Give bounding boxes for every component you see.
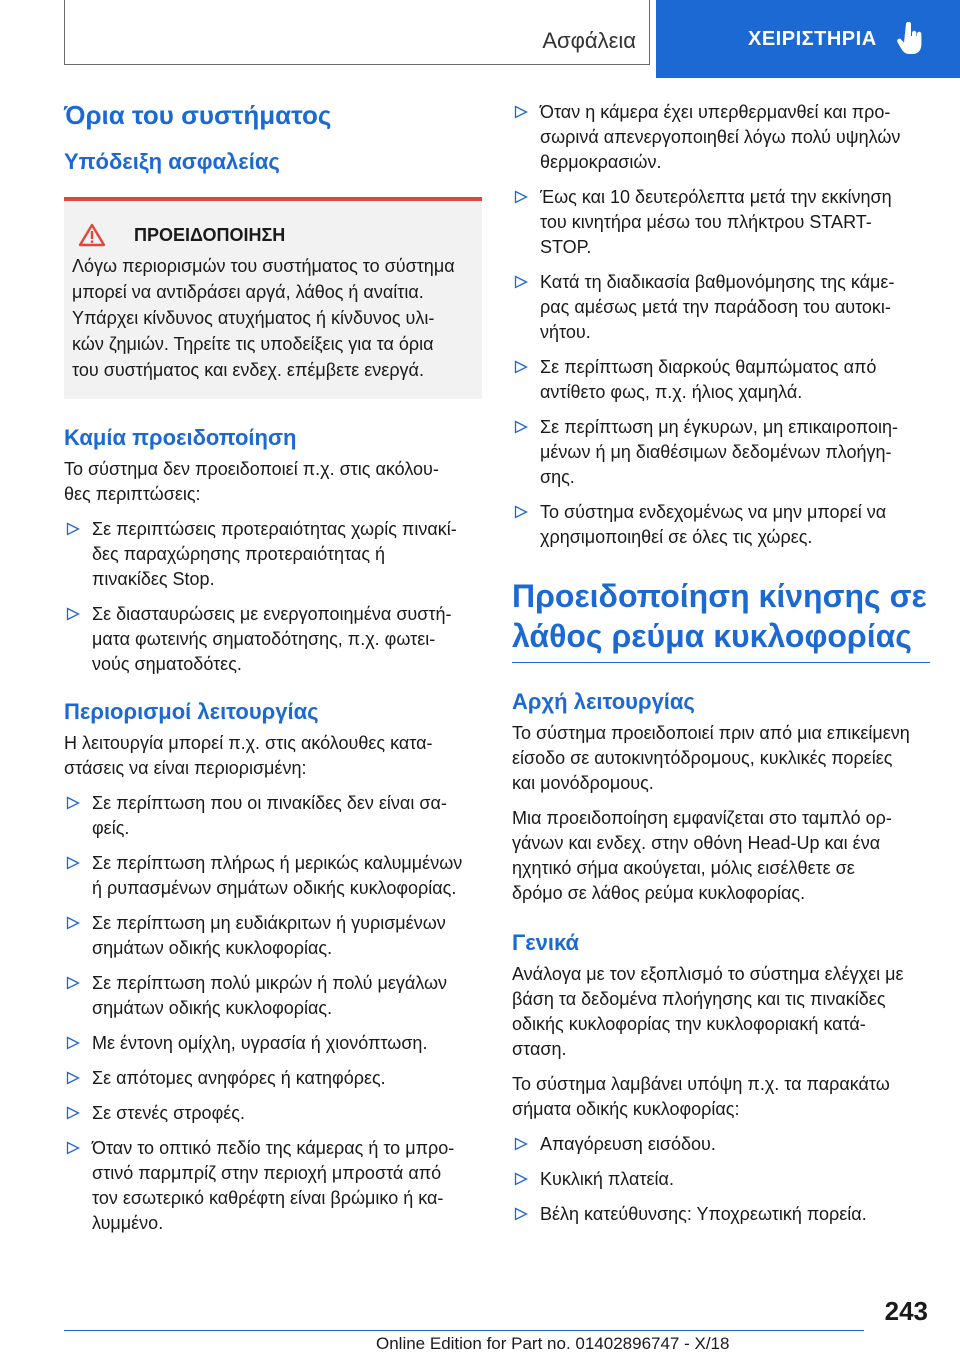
bullet-triangle-icon: [66, 976, 80, 990]
general-heading: Γενικά: [512, 930, 580, 955]
general-paragraph-1: Ανάλογα με τον εξοπλισμό το σύστημα ελέγχει με βάση τα δεδομένα πλοήγησης και τις πινακίδες οδικής κυκλοφορίας την κυκλοφοριακή κατά- σταση.: [512, 964, 904, 1059]
list-item: Σε απότομες ανηφόρες ή κατηφόρες.: [64, 1066, 482, 1091]
hand-pointer-icon: [896, 22, 924, 56]
bullet-triangle-icon: [514, 360, 528, 374]
list-item: Σε περίπτωση μη έγκυρων, μη επικαιροποιη- μένων ή μη διαθέσιμων δεδομένων πλοήγη- σης.: [512, 415, 930, 490]
principle-paragraph-2: Μια προειδοποίηση εμφανίζεται στο ταμπλό ορ- γάνων και ενδεχ. στην οθόνη Head-Up και ένα ηχητικό σήμα ακούγεται, μόλις εισέλθετε σε δρόμο σε λάθος ρεύμα κυκλοφορίας.: [512, 808, 892, 903]
bullet-triangle-icon: [514, 275, 528, 289]
bullet-triangle-icon: [66, 1071, 80, 1085]
limits-list: [64, 791, 482, 1236]
list-item: Σε περίπτωση πολύ μικρών ή πολύ μεγάλων σημάτων οδικής κυκλοφορίας.: [64, 971, 482, 1021]
chapter-tab[interactable]: [656, 0, 960, 78]
safety-subtitle: Υπόδειξη ασφαλείας: [64, 149, 280, 174]
header-divider-mid: [649, 0, 650, 65]
bullet-triangle-icon: [66, 522, 80, 536]
list-item: Όταν το οπτικό πεδίο της κάμερας ή το μπρο- στινό παρμπρίζ στην περιοχή μπροστά από τον εσωτερικό καθρέφτη είναι βρώμικο ή κα- λυμμένο.: [64, 1136, 482, 1236]
list-item: Έως και 10 δευτερόλεπτα μετά την εκκίνηση του κινητήρα μέσω του πλήκτρου START- STOP.: [512, 185, 930, 260]
list-item: Κατά τη διαδικασία βαθμονόμησης της κάμε- ρας αμέσως μετά την παράδοση του αυτοκι- νήτου.: [512, 270, 930, 345]
header-divider-bottom: [64, 64, 650, 65]
no-warning-heading: Καμία προειδοποίηση: [64, 425, 297, 450]
limits-list-continued: [512, 100, 930, 550]
list-item: Σε περίπτωση διαρκούς θαμπώματος από αντίθετο φως, π.χ. ήλιος χαμηλά.: [512, 355, 930, 405]
bullet-triangle-icon: [514, 420, 528, 434]
bullet-triangle-icon: [514, 1137, 528, 1151]
list-item: Σε περιπτώσεις προτεραιότητας χωρίς πινακί- δες παραχώρησης προτεραιότητας ή πινακίδες Stop.: [64, 517, 482, 592]
right-column: [512, 100, 930, 1237]
warning-box: [64, 197, 482, 399]
limits-heading: Περιορισμοί λειτουργίας: [64, 699, 319, 724]
page-title: Όρια του συστήματος: [64, 100, 332, 130]
bullet-triangle-icon: [66, 1141, 80, 1155]
bullet-triangle-icon: [66, 1036, 80, 1050]
section-title: Ασφάλεια: [542, 28, 636, 53]
list-item: Όταν η κάμερα έχει υπερθερμανθεί και προ- σωρινά απενεργοποιηθεί λόγω πολύ υψηλών θερμοκρασιών.: [512, 100, 930, 175]
list-item: Σε περίπτωση πλήρως ή μερικώς καλυμμένων ή ρυπασμένων σημάτων οδικής κυκλοφορίας.: [64, 851, 482, 901]
page-number: 243: [884, 1296, 928, 1326]
general-paragraph-2: Το σύστημα λαμβάνει υπόψη π.χ. τα παρακάτω σήματα οδικής κυκλοφορίας:: [512, 1074, 890, 1119]
list-item: Το σύστημα ενδεχομένως να μην μπορεί να χρησιμοποιηθεί σε όλες τις χώρες.: [512, 500, 930, 550]
warning-title: ΠΡΟΕΙΔΟΠΟΙΗΣΗ: [134, 224, 286, 245]
edition-note: Online Edition for Part no. 01402896747 - X/18: [376, 1334, 730, 1353]
bullet-triangle-icon: [66, 1106, 80, 1120]
principle-heading: Αρχή λειτουργίας: [512, 689, 695, 714]
warning-title-row: [72, 223, 468, 247]
limits-intro: Η λειτουργία μπορεί π.χ. στις ακόλουθες κατα- στάσεις να είναι περιορισμένη:: [64, 733, 433, 778]
no-warning-intro: Το σύστημα δεν προειδοποιεί π.χ. στις ακόλου- θες περιπτώσεις:: [64, 459, 439, 504]
list-item: Σε στενές στροφές.: [64, 1101, 482, 1126]
list-item: Σε περίπτωση που οι πινακίδες δεν είναι σα- φείς.: [64, 791, 482, 841]
list-item: Βέλη κατεύθυνσης: Υποχρεωτική πορεία.: [512, 1202, 930, 1227]
principle-paragraph-1: Το σύστημα προειδοποιεί πριν από μια επικείμενη είσοδο σε αυτοκινητόδρομους, κυκλικές πορείες και μονόδρομους.: [512, 723, 910, 793]
bullet-triangle-icon: [514, 105, 528, 119]
footer-divider: [64, 1330, 864, 1331]
list-item: Σε διασταυρώσεις με ενεργοποιημένα συστή- ματα φωτεινής σηματοδότησης, π.χ. φωτει- νούς σηματοδότες.: [64, 602, 482, 677]
bullet-triangle-icon: [66, 916, 80, 930]
list-item: Σε περίπτωση μη ευδιάκριτων ή γυρισμένων σημάτων οδικής κυκλοφορίας.: [64, 911, 482, 961]
bullet-triangle-icon: [66, 856, 80, 870]
bullet-triangle-icon: [514, 1172, 528, 1186]
bullet-triangle-icon: [66, 607, 80, 621]
no-warning-list: [64, 517, 482, 677]
bullet-triangle-icon: [514, 1207, 528, 1221]
bullet-triangle-icon: [66, 796, 80, 810]
left-column: [64, 100, 482, 1246]
signs-list: [512, 1132, 930, 1227]
bullet-triangle-icon: [514, 505, 528, 519]
list-item: Με έντονη ομίχλη, υγρασία ή χιονόπτωση.: [64, 1031, 482, 1056]
list-item: Κυκλική πλατεία.: [512, 1167, 930, 1192]
list-item: Απαγόρευση εισόδου.: [512, 1132, 930, 1157]
chapter-tab-label: ΧΕΙΡΙΣΤΗΡΙΑ: [748, 28, 877, 50]
warning-text: Λόγω περιορισμών του συστήματος το σύστημα μπορεί να αντιδράσει αργά, λάθος ή αναίτια. Υπάρχει κίνδυνος ατυχήματος ή κίνδυνος υλι- κών ζημιών. Τηρείτε τις υποδείξεις για τα όρια του συστήματος και ενδεχ. επέμβετε ενεργά.: [72, 256, 455, 380]
bullet-triangle-icon: [514, 190, 528, 204]
header-divider-left: [64, 0, 65, 64]
wrong-way-title: Προειδοποίηση κίνησης σε λάθος ρεύμα κυκλοφορίας: [512, 576, 930, 663]
warning-triangle-icon: [78, 223, 106, 247]
